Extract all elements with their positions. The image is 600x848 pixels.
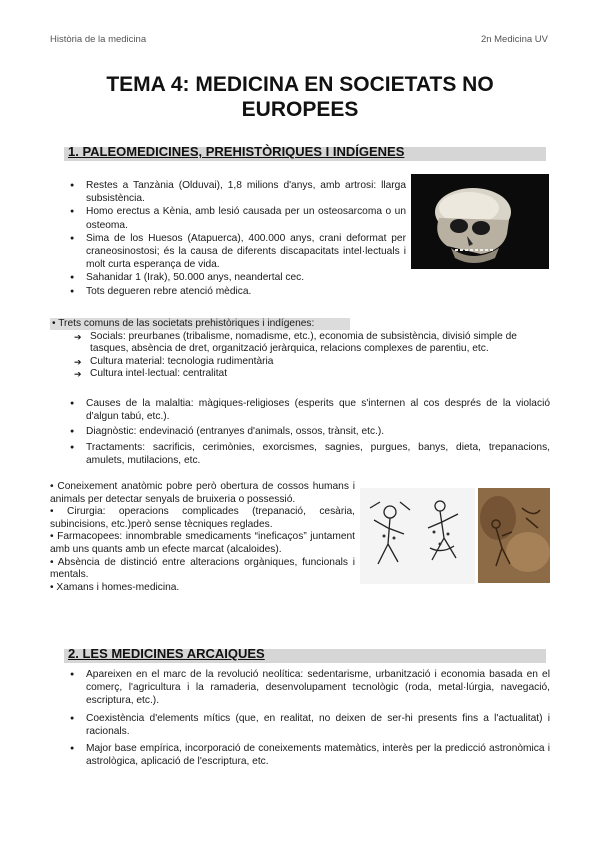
- list-item: ➔ Socials: preurbanes (tribalisme, nomadisme, etc.), economia de subsistència, divisió simple de tasques, absència de dret, organització jeràrquica, relacions complexes de parentiu, etc.: [74, 331, 550, 356]
- trets-heading: • Trets comuns de las societats prehistòriques i indígenes:: [50, 318, 350, 330]
- section-2-heading-bar: [64, 646, 546, 663]
- paragraph: • Absència de distinció entre alteracions orgàniques, funcionals i mentals.: [50, 556, 355, 581]
- list-item: ➔ Cultura material: tecnologia rudimentària: [74, 356, 550, 368]
- paragraph-block: [50, 481, 355, 594]
- list-item: ● Homo erectus a Kènia, amb lesió causada per un osteosarcoma o un osteoma.: [66, 205, 406, 231]
- list-item: ● Restes a Tanzània (Olduvai), 1,8 milions d'anys, amb artrosi: llarga subsistència.: [66, 179, 406, 205]
- header-right: 2n Medicina UV: [480, 34, 548, 45]
- paragraph: • Cirurgia: operacions complicades (trepanació, cesària, subincisions, etc.)però sense tècniques reglades.: [50, 506, 355, 530]
- list-item: ● Sahanidar 1 (Irak), 50.000 anys, neandertal cec.: [66, 271, 406, 284]
- paragraph: • Xamans i homes-medicina.: [50, 581, 180, 593]
- list-item: ● Major base empírica, incorporació de coneixements matemàtics, interès per la predicció astronòmica i astrològica, aplicació de l'escriptura, etc.: [66, 742, 550, 768]
- title-line-1: TEMA 4: MEDICINA EN SOCIETATS NO: [106, 73, 494, 96]
- section-1-heading-bar: [64, 144, 546, 161]
- shaman-drawings: [360, 488, 475, 584]
- paragraph: • Coneixement anatòmic pobre però obertura de cossos humans i animals per detectar senyals de bruixeria o possessió.: [50, 481, 355, 505]
- list-item: ● Diagnòstic: endevinació (entranyes d'animals, ossos, trànsit, etc.).: [66, 425, 550, 438]
- list-item: ● Sima de los Huesos (Atapuerca), 400.000 anys, crani deformat per craneosinostosi; és la causa de diferents discapacitats intel·lectuals i molt curta esperança de vida.: [66, 232, 406, 272]
- page-title: [60, 72, 540, 122]
- list-item: ➔ Cultura intel·lectual: centralitat: [74, 368, 550, 380]
- skull-photo: [411, 174, 549, 269]
- section-2-heading: 2. LES MEDICINES ARCAIQUES: [68, 646, 265, 661]
- trets-list: [74, 331, 550, 381]
- list-item: ● Causes de la malaltia: màgiques-religioses (esperits que s'internen al cos després de la violació d'algun tabú, etc.).: [66, 397, 550, 423]
- header-left: Història de la medicina: [50, 34, 147, 45]
- paragraph: • Farmacopees: innombrable smedicaments “ineficaços” juntament amb uns quants amb un efecte marcat (alcaloides).: [50, 531, 355, 555]
- list-item: ● Coexistència d'elements mítics (que, en realitat, no deixen de ser-hi presents fins a l'actualitat) i racionals.: [66, 712, 550, 738]
- section-1-heading: 1. PALEOMEDICINES, PREHISTÒRIQUES I INDÍGENES: [68, 144, 405, 159]
- cave-painting-photo: [478, 488, 550, 583]
- archaic-list: [66, 668, 550, 768]
- fossil-list: [66, 179, 406, 298]
- list-item: ● Tractaments: sacrificis, cerimònies, exorcismes, sagnies, purgues, banys, dieta, trepanacions, amulets, mutilacions, etc.: [66, 441, 550, 467]
- title-line-2: EUROPEES: [241, 98, 359, 121]
- list-item: ● Tots degueren rebre atenció mèdica.: [66, 285, 406, 298]
- illness-list: [66, 397, 550, 467]
- list-item: ● Apareixen en el marc de la revolució neolítica: sedentarisme, urbanització i economia basada en el comerç, l'agricultura i la ramaderia, desenvolupament tecnològic (roda, metal·lúrgia, navegació, escriptura, etc.).: [66, 668, 550, 708]
